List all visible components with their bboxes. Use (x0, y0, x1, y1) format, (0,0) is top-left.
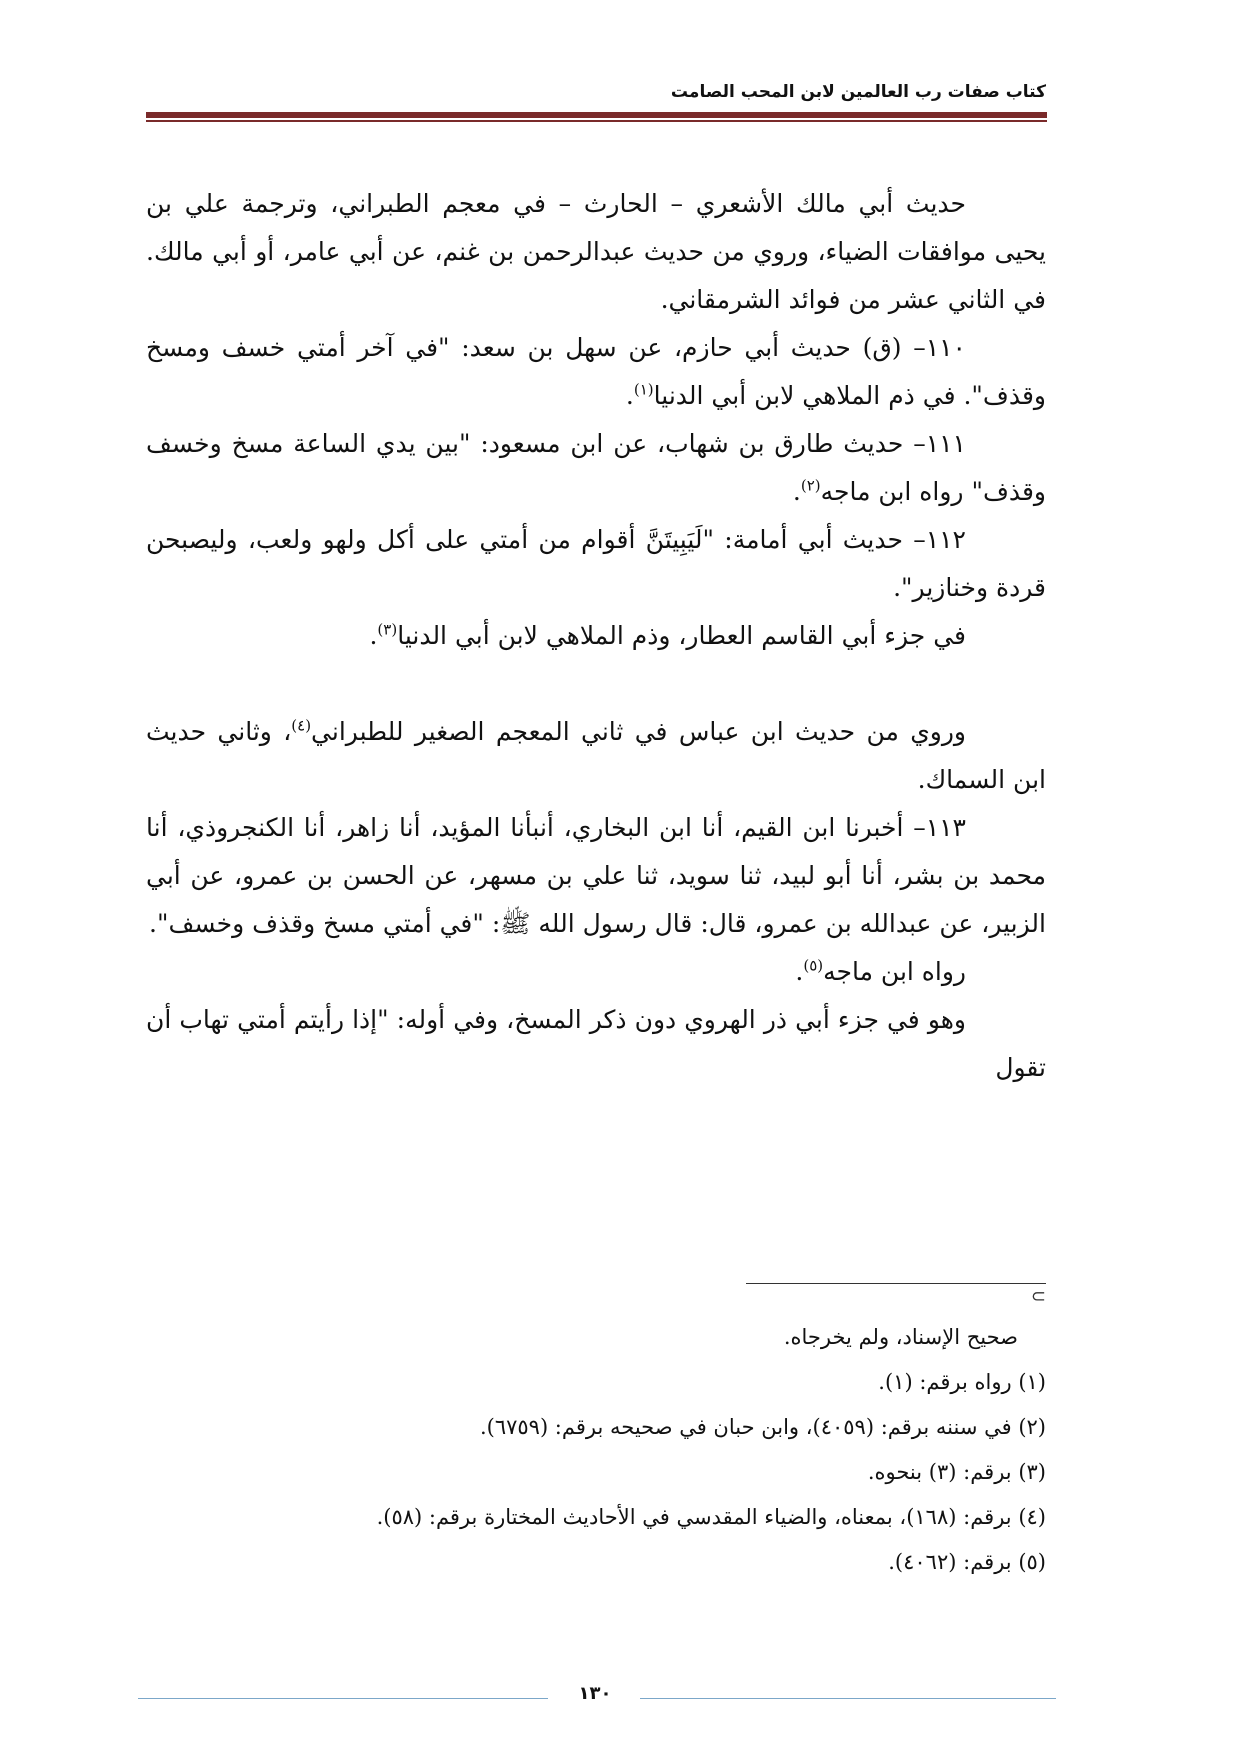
running-header: كتاب صفات رب العالمين لابن المحب الصامت (670, 82, 1046, 102)
footnote-5: (٥) برقم: (٤٠٦٢). (888, 1550, 1046, 1574)
header-rule (146, 112, 1047, 118)
paragraph-ibn-abbas (146, 708, 1046, 804)
footer-rule-right (640, 1698, 1056, 1699)
paragraph-gap (146, 660, 1046, 708)
page-number: ١٣٠ (578, 1683, 612, 1704)
paragraph-113-source: رواه ابن ماجه$^{(٥)}$. (795, 956, 966, 986)
paragraph-ibn-abbas-text-b: ، وثاني حديث ابن السماك. (146, 717, 1046, 794)
footnote-ref-1: (١) (633, 380, 654, 399)
footnote-3: (٣) برقم: (٣) بنحوه. (867, 1460, 1046, 1484)
footnote-ref-5: (٥) (803, 956, 824, 975)
header-rule-thin (146, 120, 1047, 122)
footnote-ref-3: (٣) (377, 620, 398, 639)
paragraph-last: وهو في جزء أبي ذر الهروي دون ذكر المسخ، وفي أوله: "إذا رأيتم أمتي تهاب أن تقول (146, 1005, 1046, 1082)
paragraph-112-source-text: في جزء أبي القاسم العطار، وذم الملاهي لابن أبي الدنيا (397, 621, 966, 650)
footnote-ref-2: (٢) (800, 476, 821, 495)
footer-rule-left (138, 1698, 548, 1699)
paragraph-111-text: ١١١– حديث طارق بن شهاب، عن ابن مسعود: "بين يدي الساعة مسخ وخسف وقذف" رواه ابن ماجه (146, 429, 1046, 506)
paragraph-ibn-abbas-text-a: وروي من حديث ابن عباس في ثاني المعجم الصغير للطبراني (311, 717, 966, 746)
paragraph-110-text: ١١٠– (ق) حديث أبي حازم، عن سهل بن سعد: "في آخر أمتي خسف ومسخ وقذف". في ذم الملاهي لابن أبي الدنيا (146, 333, 1046, 410)
paragraph-112: ١١٢– حديث أبي أمامة: "لَيَبِيتَنَّ أقوام من أمتي على أكل ولهو ولعب، وليصبحن قردة وخنازير". (146, 525, 1046, 602)
footnote-continuation-mark: ⊃ (1030, 1286, 1046, 1307)
paragraph-113: ١١٣– أخبرنا ابن القيم، أنا ابن البخاري، أنبأنا المؤيد، أنا زاهر، أنا الكنجروذي، أنا محمد بن بشر، أنا أبو لبيد، ثنا سويد، ثنا علي بن مسهر، عن الحسن بن عمرو، عن أبي الزبير، عن عبدالله بن عمرو، قال: قال رسول الله ﷺ: "في أمتي مسخ وقذف وخسف". (146, 813, 1046, 938)
paragraph-113-source-text: رواه ابن ماجه (823, 957, 966, 986)
paragraph-112-source: في جزء أبي القاسم العطار، وذم الملاهي لابن أبي الدنيا$^{(٣)}$. (369, 620, 966, 650)
footnote-continuation: صحيح الإسناد، ولم يخرجاه. (783, 1325, 1018, 1349)
footnotes (146, 1315, 1046, 1585)
footnote-2: (٢) في سننه برقم: (٤٠٥٩)، وابن حبان في صحيحه برقم: (٦٧٥٩). (479, 1415, 1046, 1439)
paragraph-110: ١١٠– (ق) حديث أبي حازم، عن سهل بن سعد: "في آخر أمتي خسف ومسخ وقذف". في ذم الملاهي لابن أبي الدنيا$^{(١)}$. (146, 333, 1046, 410)
main-text (146, 180, 1046, 1092)
paragraph-111: ١١١– حديث طارق بن شهاب، عن ابن مسعود: "بين يدي الساعة مسخ وخسف وقذف" رواه ابن ماجه$^{(٢)}$. (146, 429, 1046, 506)
footnote-1: (١) رواه برقم: (١). (878, 1370, 1046, 1394)
footnote-ref-4: (٤) (291, 716, 312, 735)
footnote-4: (٤) برقم: (١٦٨)، بمعناه، والضياء المقدسي في الأحاديث المختارة برقم: (٥٨). (376, 1505, 1046, 1529)
footnote-separator (746, 1283, 1046, 1284)
paragraph-1: حديث أبي مالك الأشعري – الحارث – في معجم الطبراني، وترجمة علي بن يحيى موافقات الضياء، وروي من حديث عبدالرحمن بن غنم، عن أبي عامر، أو أبي مالك. في الثاني عشر من فوائد الشرمقاني. (146, 189, 1046, 314)
